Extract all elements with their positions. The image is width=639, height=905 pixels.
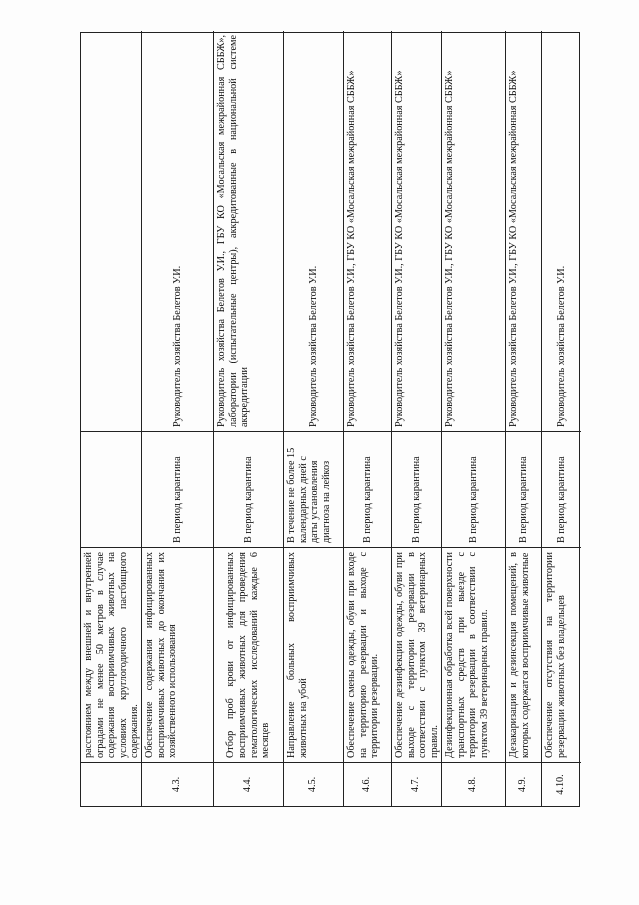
table-row — [392, 31, 442, 806]
table-row — [214, 31, 284, 806]
row-responsible: Руководитель хозяйства Белетов У.И. — [307, 265, 319, 427]
row-responsible: Руководитель хозяйства Белетов У.И., ГБУ КО «Мосальская межрайонная СББЖ» — [394, 70, 405, 427]
row-number: 4.4. — [214, 762, 283, 806]
row-action: Обеспечение дезинфекции одежды, обуви при выходе с территории резервации в соответствии с пунктом 39 ветеринарных правил. — [392, 547, 441, 762]
row-term: В период карантина — [392, 431, 441, 547]
row-number — [81, 762, 141, 806]
row-responsible: Руководитель хозяйства Белетов У.И., ГБУ КО «Мосальская межрайонная СББЖ» — [444, 70, 455, 427]
row-term — [81, 431, 141, 547]
table-row — [542, 31, 581, 806]
row-term: В период карантина — [506, 431, 541, 547]
row-action: Обеспечение смены одежды, обуви при входе на территорию резервации и выходе с территории резервации. — [344, 547, 391, 762]
row-responsible: Руководитель хозяйства Белетов У.И., ГБУ КО «Мосальская межрайонная СББЖ», лаборатории (испытательные центры), аккредитованные в национальной системе аккредитации — [216, 35, 251, 427]
row-term: В период карантина — [542, 431, 581, 547]
row-number: 4.7. — [392, 762, 441, 806]
row-term: В период карантина — [344, 431, 391, 547]
row-number: 4.8. — [442, 762, 505, 806]
row-action: Дезакаризация и дезинсекция помещений, в которых содержатся восприимчивые животные — [506, 547, 541, 762]
row-action: Дезинфекционная обработка всей поверхности транспортных средств при выезде с территории резервации в соответствии с пунктом 39 ветеринарных правил. — [442, 547, 505, 762]
row-action: Обеспечение отсутствия на территории резервации животных без владельцев — [542, 547, 581, 762]
row-term: В период карантина — [142, 431, 213, 547]
row-responsible: Руководитель хозяйства Белетов У.И., ГБУ КО «Мосальская межрайонная СББЖ» — [508, 70, 519, 427]
row-term: В период карантина — [214, 431, 283, 547]
row-number: 4.5. — [284, 762, 343, 806]
row-term: В период карантина — [442, 431, 505, 547]
table-row — [81, 31, 142, 806]
rotated-table-wrapper — [80, 32, 580, 807]
row-responsible — [81, 31, 141, 431]
table-row — [344, 31, 392, 806]
row-number: 4.3. — [142, 762, 213, 806]
row-number: 4.9. — [506, 762, 541, 806]
row-responsible: Руководитель хозяйства Белетов У.И., ГБУ КО «Мосальская межрайонная СББЖ» — [346, 70, 357, 427]
row-action: Направление больных восприимчивых животных на убой — [284, 547, 343, 762]
table-row — [442, 31, 506, 806]
quarantine-measures-table — [80, 32, 580, 807]
row-number: 4.10. — [542, 762, 581, 806]
table-row — [284, 31, 344, 806]
row-responsible: Руководитель хозяйства Белетов У.И. — [555, 265, 567, 427]
table-row — [506, 31, 542, 806]
row-number: 4.6. — [344, 762, 391, 806]
row-term: В течение не более 15 календарных дней с даты установления диагноза на лейкоз — [284, 431, 343, 547]
row-action: Обеспечение содержания инфицированных восприимчивых животных до окончания их хозяйственного использования — [142, 547, 213, 762]
row-responsible: Руководитель хозяйства Белетов У.И. — [171, 265, 183, 427]
table-row — [142, 31, 214, 806]
row-action: Отбор проб крови от инфицированных восприимчивых животных для проведения гематологических исследований каждые 6 месяцев — [214, 547, 283, 762]
row-action: расстоянием между внешней и внутренней оградами не менее 50 метров в случае содержания восприимчивых животных на условиях круглогодичного пастбищного содержания. — [81, 547, 141, 762]
